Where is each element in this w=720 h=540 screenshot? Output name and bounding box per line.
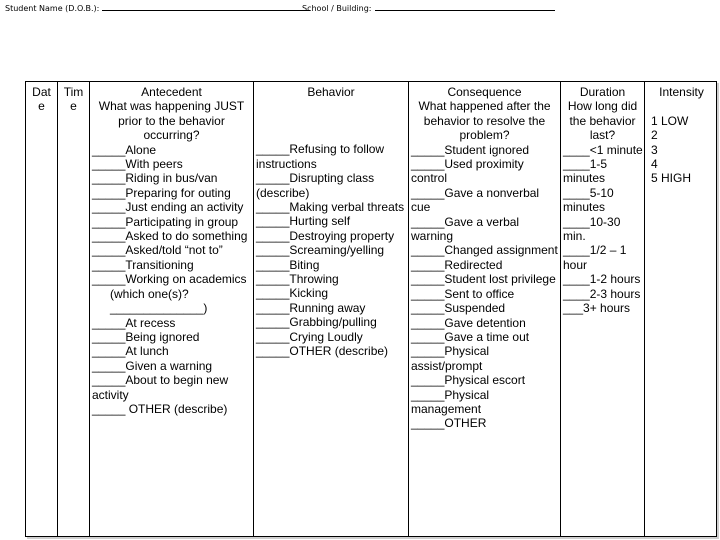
consequence-item[interactable]: _____Physical management (411, 387, 490, 416)
antecedent-column (90, 82, 254, 536)
intensity-item[interactable]: 3 (651, 142, 658, 157)
consequence-column (409, 82, 561, 536)
intensity-column (645, 82, 718, 536)
behavior-item[interactable]: _____OTHER (describe) (256, 344, 389, 359)
duration-item[interactable]: ____10-30 min. (563, 214, 621, 244)
duration-item[interactable]: ____<1 minute (563, 142, 643, 157)
antecedent-item[interactable]: _____At lunch (92, 344, 169, 359)
student-name-line[interactable] (102, 2, 310, 11)
date-column (26, 82, 58, 536)
consequence-item[interactable]: _____Sent to office (411, 286, 515, 301)
behavior-item[interactable]: _____Kicking (256, 286, 329, 301)
behavior-column (254, 82, 409, 536)
consequence-header: Consequence (447, 85, 522, 99)
intensity-item[interactable]: 2 (651, 128, 658, 143)
duration-item[interactable]: ____1-2 hours (563, 272, 641, 287)
time-header: Time (63, 85, 84, 114)
intensity-list (645, 114, 718, 186)
consequence-item[interactable]: _____Gave a nonverbal cue (411, 185, 540, 215)
antecedent-item[interactable]: _____Alone (92, 142, 157, 157)
duration-column (561, 82, 645, 536)
school-building-label: School / Building: (302, 4, 372, 13)
antecedent-header: Antecedent (141, 85, 202, 99)
consequence-item[interactable]: _____Changed assignment (411, 243, 558, 258)
antecedent-item[interactable]: _____ OTHER (describe) (92, 401, 228, 416)
student-name-field[interactable] (5, 2, 310, 13)
duration-item[interactable]: ___3+ hours (563, 301, 631, 316)
antecedent-subheader: What was happening JUST prior to the behavior occurring? (98, 99, 245, 143)
behavior-item[interactable]: _____Running away (256, 300, 366, 315)
antecedent-item[interactable]: _____At recess (92, 315, 176, 330)
antecedent-item[interactable]: _____Participating in group (92, 214, 239, 229)
student-name-label: Student Name (D.O.B.): (5, 4, 100, 13)
duration-item[interactable]: ____5-10 minutes (563, 185, 614, 215)
antecedent-item[interactable]: _____Just ending an activity (92, 200, 244, 215)
antecedent-list (90, 143, 253, 417)
antecedent-item[interactable]: (which one(s)? ______________) (110, 286, 208, 316)
antecedent-item[interactable]: _____Transitioning (92, 257, 194, 272)
behavior-header: Behavior (307, 85, 355, 99)
consequence-subheader: What happened after the behavior to resolve the problem? (418, 99, 551, 143)
consequence-item[interactable]: _____Student ignored (411, 142, 530, 157)
abc-data-table (25, 81, 717, 537)
behavior-item[interactable]: _____Throwing (256, 272, 339, 287)
duration-item[interactable]: ____2-3 hours (563, 286, 641, 301)
consequence-item[interactable]: _____Suspended (411, 301, 506, 316)
consequence-item[interactable]: _____Physical assist/prompt (411, 344, 490, 373)
duration-item[interactable]: ____1-5 minutes (563, 157, 608, 186)
intensity-item[interactable]: 4 (651, 157, 658, 172)
antecedent-item[interactable]: _____Asked to do something (92, 229, 248, 244)
antecedent-item[interactable]: _____Given a warning (92, 358, 213, 373)
duration-item[interactable]: ____1/2 – 1 hour (563, 243, 627, 272)
behavior-item[interactable]: _____Crying Loudly (256, 329, 363, 344)
behavior-list (254, 142, 408, 358)
antecedent-item[interactable]: _____Asked/told “not to” (92, 243, 223, 258)
antecedent-item[interactable]: _____Working on academics (92, 272, 247, 287)
consequence-item[interactable]: _____OTHER (411, 416, 487, 431)
consequence-item[interactable]: _____Gave a time out (411, 329, 530, 344)
behavior-item[interactable]: _____Screaming/yelling (256, 243, 385, 258)
consequence-list (409, 143, 560, 431)
antecedent-item[interactable]: _____Preparing for outing (92, 185, 231, 200)
consequence-item[interactable]: _____Gave a verbal warning (411, 214, 520, 244)
date-header: Date (32, 85, 51, 114)
school-building-line[interactable] (375, 2, 555, 11)
duration-header: Duration (579, 85, 626, 99)
intensity-header: Intensity (659, 85, 704, 99)
intensity-item[interactable]: 5 HIGH (651, 171, 692, 186)
antecedent-item[interactable]: _____Being ignored (92, 329, 200, 344)
behavior-item[interactable]: _____Refusing to follow instructions (256, 142, 385, 171)
intensity-item[interactable]: 1 LOW (651, 113, 689, 128)
behavior-item[interactable]: _____Disrupting class (describe) (256, 171, 375, 200)
antecedent-item[interactable]: _____About to begin new activity (92, 373, 229, 402)
consequence-item[interactable]: _____Used proximity control (411, 157, 524, 186)
antecedent-item[interactable]: _____Riding in bus/van (92, 171, 218, 186)
behavior-item[interactable]: _____Making verbal threats (256, 200, 405, 215)
duration-list (561, 143, 644, 316)
time-column (58, 82, 90, 536)
form-header (5, 2, 715, 16)
consequence-item[interactable]: _____Redirected (411, 257, 503, 272)
antecedent-item[interactable]: _____With peers (92, 157, 183, 172)
behavior-item[interactable]: _____Biting (256, 257, 320, 272)
duration-subheader: How long did the behavior last? (567, 99, 638, 143)
consequence-item[interactable]: _____Gave detention (411, 315, 526, 330)
behavior-item[interactable]: _____Destroying property (256, 228, 395, 243)
behavior-item[interactable]: _____Hurting self (256, 214, 351, 229)
consequence-item[interactable]: _____Physical escort (411, 373, 526, 388)
behavior-item[interactable]: _____Grabbing/pulling (256, 315, 377, 330)
school-building-field[interactable] (302, 2, 555, 13)
consequence-item[interactable]: _____Student lost privilege (411, 272, 556, 287)
